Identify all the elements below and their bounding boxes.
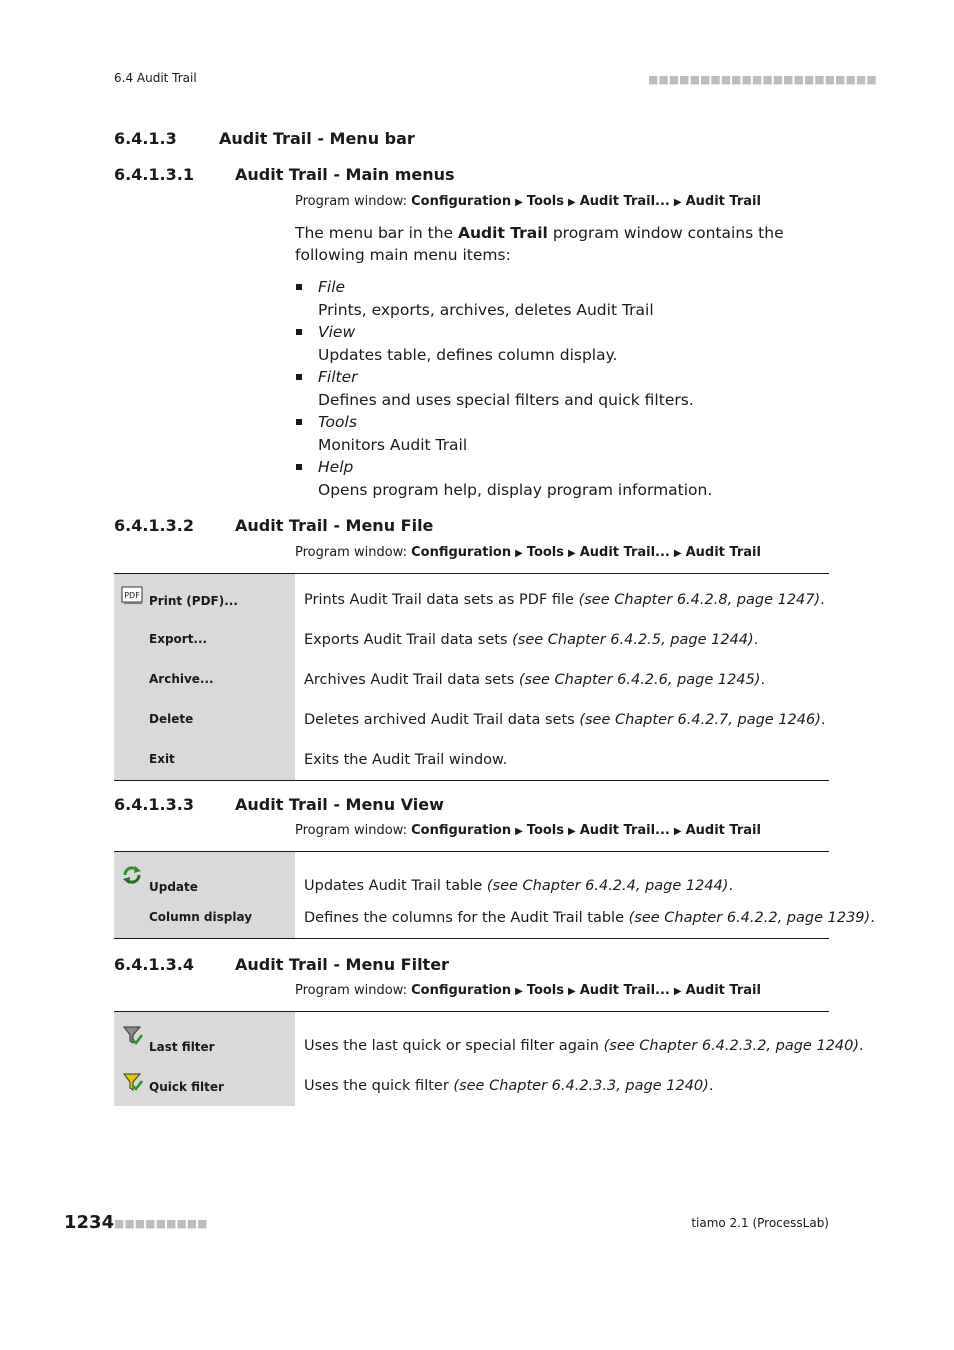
menu-item-print-pdf: Print (PDF)...: [149, 594, 238, 608]
running-header-section: 6.4 Audit Trail: [114, 71, 197, 85]
path-audit-trail-menu: Audit Trail...: [579, 823, 670, 838]
path-prefix: Program window:: [295, 194, 407, 209]
table-row: [114, 700, 829, 740]
table-row: [114, 1065, 829, 1105]
desc-end: .: [728, 878, 734, 894]
heading-6-4-1-3-3: [114, 795, 814, 817]
path-arrow: ▶: [568, 548, 576, 559]
desc-text: Exports Audit Trail data sets: [304, 632, 513, 648]
section-number: 6.4.1.3.4: [114, 955, 194, 974]
main-menu-list: [295, 276, 835, 501]
list-item: [295, 321, 835, 366]
program-window-path: [295, 823, 761, 838]
program-window-path: [295, 194, 761, 209]
row-description: [304, 632, 758, 648]
menu-name: Filter: [318, 368, 358, 386]
bullet-icon: [296, 329, 302, 335]
path-audit-trail-menu: Audit Trail...: [579, 545, 670, 560]
path-configuration: Configuration: [411, 545, 512, 560]
path-arrow: ▶: [673, 548, 682, 559]
desc-text: Exits the Audit Trail window.: [304, 752, 508, 768]
section-number: 6.4.1.3.1: [114, 165, 194, 184]
menu-item-column-display: Column display: [149, 910, 253, 924]
row-description: [304, 1038, 864, 1054]
desc-text: Deletes archived Audit Trail data sets: [304, 712, 580, 728]
path-configuration: Configuration: [411, 823, 512, 838]
section-number: 6.4.1.3.2: [114, 516, 194, 535]
list-item: [295, 456, 835, 501]
path-prefix: Program window:: [295, 545, 407, 560]
row-description: [304, 752, 507, 768]
menu-filter-table: [114, 1011, 864, 1106]
desc-end: .: [870, 910, 875, 926]
menu-item-archive: Archive...: [149, 672, 214, 686]
path-tools: Tools: [526, 983, 564, 998]
heading-6-4-1-3-2: [114, 516, 814, 538]
path-audit-trail: Audit Trail: [685, 194, 761, 209]
desc-text: Updates Audit Trail table: [304, 878, 487, 894]
path-tools: Tools: [526, 194, 564, 209]
chapter-reference: (see Chapter 6.4.2.6, page 1245): [518, 672, 761, 688]
menu-name: File: [318, 278, 346, 296]
menu-item-quick-filter: Quick filter: [149, 1080, 224, 1094]
intro-paragraph: [295, 222, 835, 266]
menu-name: Help: [318, 458, 354, 476]
menu-name: Tools: [318, 413, 357, 431]
heading-6-4-1-3-4: [114, 955, 814, 977]
section-title: Audit Trail - Menu Filter: [235, 955, 449, 974]
path-arrow: ▶: [515, 197, 523, 208]
path-arrow: ▶: [515, 826, 523, 837]
section-title: Audit Trail - Main menus: [235, 165, 455, 184]
table-row: [114, 660, 829, 700]
pdf-icon: [121, 586, 143, 610]
page-number: 1234: [64, 1212, 115, 1233]
path-arrow: ▶: [673, 826, 682, 837]
path-tools: Tools: [526, 545, 564, 560]
path-audit-trail-menu: Audit Trail...: [579, 983, 670, 998]
menu-item-export: Export...: [149, 632, 208, 646]
path-arrow: ▶: [673, 197, 682, 208]
path-audit-trail: Audit Trail: [685, 823, 761, 838]
menu-item-delete: Delete: [149, 712, 194, 726]
menu-desc: Updates table, defines column display.: [318, 345, 618, 364]
program-window-path: [295, 983, 761, 998]
desc-end: .: [859, 1038, 864, 1054]
bullet-icon: [296, 419, 302, 425]
bullet-icon: [296, 464, 302, 470]
row-description: [304, 712, 826, 728]
section-title: Audit Trail - Menu View: [235, 795, 444, 814]
path-tools: Tools: [526, 823, 564, 838]
path-prefix: Program window:: [295, 983, 407, 998]
chapter-reference: (see Chapter 6.4.2.3.2, page 1240): [603, 1038, 860, 1054]
chapter-reference: (see Chapter 6.4.2.2, page 1239): [628, 910, 871, 926]
desc-text: Uses the quick filter: [304, 1078, 454, 1094]
desc-end: .: [760, 672, 766, 688]
path-arrow: ▶: [568, 826, 576, 837]
product-name: tiamo 2.1 (ProcessLab): [691, 1216, 829, 1230]
intro-bold: Audit Trail: [458, 224, 548, 242]
path-arrow: ▶: [673, 986, 682, 997]
intro-text: The menu bar in the: [295, 224, 459, 242]
path-arrow: ▶: [568, 197, 576, 208]
path-audit-trail: Audit Trail: [685, 983, 761, 998]
table-row: [114, 858, 829, 898]
bullet-icon: [296, 374, 302, 380]
menu-desc: Prints, exports, archives, deletes Audit Trail: [318, 300, 654, 319]
desc-text: Uses the last quick or special filter again: [304, 1038, 604, 1054]
menu-view-table: [114, 851, 875, 939]
bullet-icon: [296, 284, 302, 290]
path-arrow: ▶: [568, 986, 576, 997]
row-description: [304, 1078, 713, 1094]
last-filter-icon: [121, 1024, 143, 1050]
path-audit-trail-menu: Audit Trail...: [579, 194, 670, 209]
list-item: [295, 276, 835, 321]
table-row: [114, 580, 829, 620]
menu-desc: Monitors Audit Trail: [318, 435, 468, 454]
section-number: 6.4.1.3.3: [114, 795, 194, 814]
row-description: [304, 592, 825, 608]
table-row: [114, 898, 875, 938]
section-number: 6.4.1.3: [114, 129, 177, 148]
desc-end: .: [753, 632, 759, 648]
menu-desc: Defines and uses special filters and quick filters.: [318, 390, 694, 409]
program-window-path: [295, 545, 761, 560]
menu-item-last-filter: Last filter: [149, 1040, 215, 1054]
menu-desc: Opens program help, display program information.: [318, 480, 713, 499]
heading-6-4-1-3: [114, 129, 814, 151]
pdf-icon-text: PDF: [124, 591, 140, 600]
path-arrow: ▶: [515, 986, 523, 997]
row-description: [304, 672, 765, 688]
quick-filter-icon: [121, 1071, 143, 1097]
section-title: Audit Trail - Menu bar: [219, 129, 415, 148]
path-arrow: ▶: [515, 548, 523, 559]
table-row: [114, 620, 829, 660]
chapter-reference: (see Chapter 6.4.2.7, page 1246): [579, 712, 821, 728]
desc-text: Archives Audit Trail data sets: [304, 672, 519, 688]
running-header-dots: ■■■■■■■■■■■■■■■■■■■■■■: [648, 73, 877, 86]
row-description: [304, 878, 733, 894]
chapter-reference: (see Chapter 6.4.2.5, page 1244): [512, 632, 754, 648]
table-row: [114, 1018, 864, 1058]
desc-end: .: [820, 712, 826, 728]
desc-text: Defines the columns for the Audit Trail table: [304, 910, 629, 926]
desc-end: .: [708, 1078, 714, 1094]
intro-text: program window contains the following main menu items:: [295, 224, 784, 264]
path-configuration: Configuration: [411, 194, 512, 209]
path-configuration: Configuration: [411, 983, 512, 998]
menu-name: View: [318, 323, 356, 341]
path-audit-trail: Audit Trail: [685, 545, 761, 560]
path-prefix: Program window:: [295, 823, 407, 838]
desc-end: .: [820, 592, 825, 608]
chapter-reference: (see Chapter 6.4.2.8, page 1247): [578, 592, 821, 608]
list-item: [295, 411, 835, 456]
refresh-icon: [121, 864, 143, 890]
row-description: [304, 910, 875, 926]
list-item: [295, 366, 835, 411]
footer-dots: ■■■■■■■■■: [114, 1217, 208, 1230]
section-title: Audit Trail - Menu File: [235, 516, 434, 535]
menu-item-exit: Exit: [149, 752, 175, 766]
chapter-reference: (see Chapter 6.4.2.3.3, page 1240): [453, 1078, 709, 1094]
menu-file-table: [114, 573, 829, 781]
desc-text: Prints Audit Trail data sets as PDF file: [304, 592, 579, 608]
menu-item-update: Update: [149, 880, 198, 894]
chapter-reference: (see Chapter 6.4.2.4, page 1244): [486, 878, 729, 894]
table-row: [114, 740, 829, 780]
heading-6-4-1-3-1: [114, 165, 814, 187]
